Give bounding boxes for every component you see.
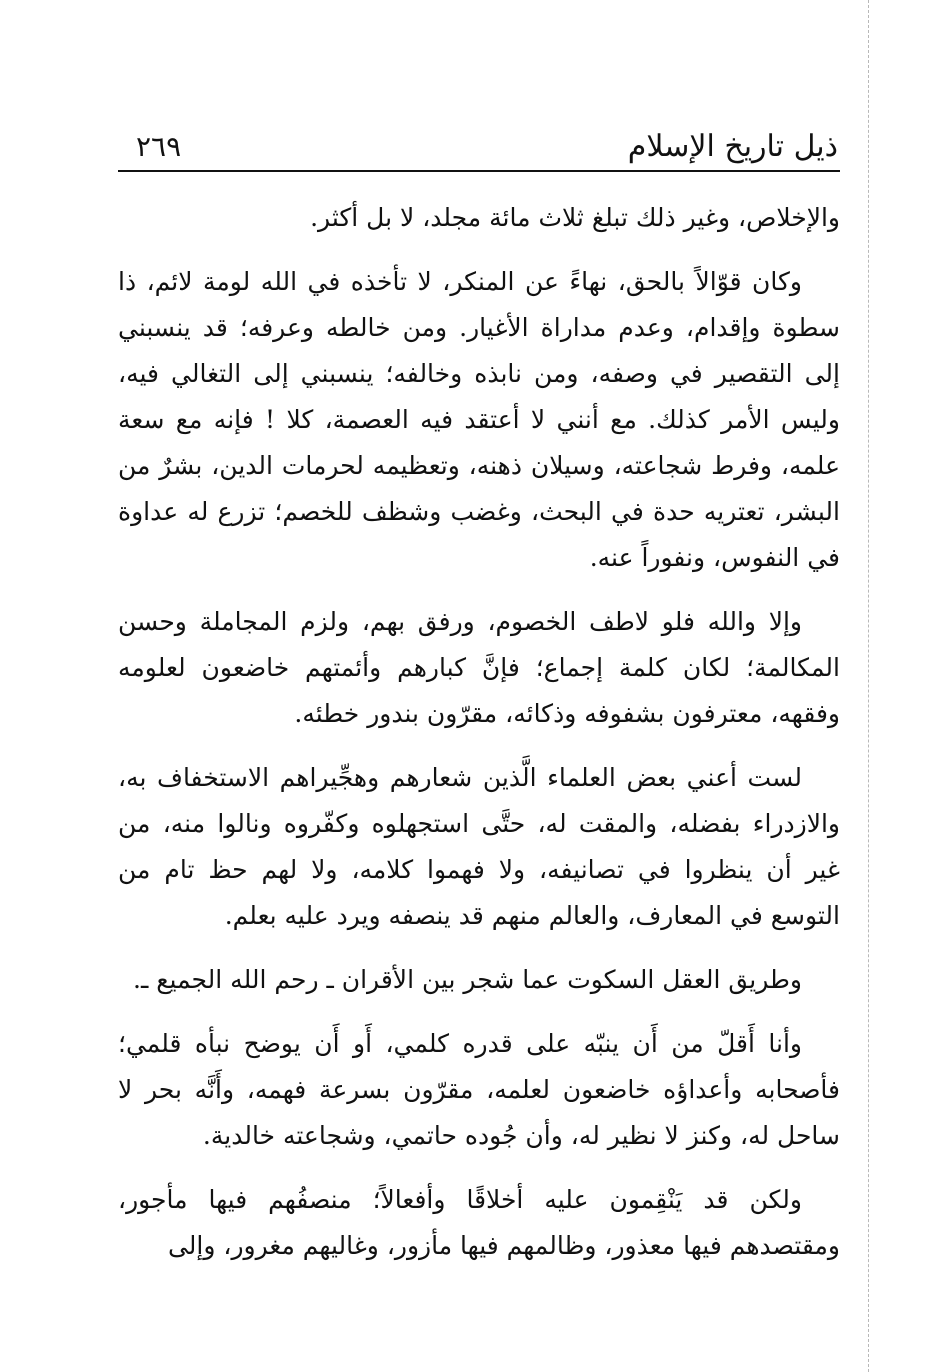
header-divider (118, 170, 840, 172)
paragraph-1: والإخلاص، وغير ذلك تبلغ ثلاث مائة مجلد، لا بل أكثر. (310, 203, 840, 232)
paragraph-3: وإلا والله فلو لاطف الخصوم، ورفق بهم، ولزم المجاملة وحسن المكالمة؛ لكان كلمة إجماع؛ فإنَّ كبارهم وأئمتهم خاضعون لعلومه وفقهه، معترفون بشفوفه وذكائه، مقرّون بندور خطئه. (118, 607, 840, 728)
paragraph-4: لست أعني بعض العلماء الَّذين شعارهم وهجِّيراهم الاستخفاف به، والازدراء بفضله، والمقت له، حتَّى استجهلوه وكفّروه ونالوا منه، من غير أن ينظروا في تصانيفه، ولا فهموا كلامه، ولا لهم حظ تام من التوسع في المعارف، والعالم منهم قد ينصفه ويرد عليه بعلم. (118, 763, 840, 930)
page-body (118, 195, 840, 1269)
paragraph-5: وطريق العقل السكوت عما شجر بين الأقران ـ رحم الله الجميع ـ. (133, 965, 802, 994)
margin-dashed-line (868, 0, 869, 1372)
page-number: ٢٦٩ (136, 130, 182, 163)
page-header (118, 128, 838, 168)
paragraph-7: ولكن قد يَنْقِمون عليه أخلاقًا وأفعالاً؛ منصفُهم فيها مأجور، ومقتصدهم فيها معذور، وظالمهم فيها مأزور، وغاليهم مغرور، وإلى (118, 1185, 840, 1260)
paragraph-2: وكان قوّالاً بالحق، نهاءً عن المنكر، لا تأخذه في الله لومة لائم، ذا سطوة وإقدام، وعدم مداراة الأغيار. ومن خالطه وعرفه؛ قد ينسبني إلى التقصير في وصفه، ومن نابذه وخالفه؛ ينسبني إلى التغالي فيه، وليس الأمر كذلك. مع أنني لا أعتقد فيه العصمة، كلا ! فإنه مع سعة علمه، وفرط شجاعته، وسيلان ذهنه، وتعظيمه لحرمات الدين، بشرٌ من البشر، تعتريه حدة في البحث، وغضب وشظف للخصم؛ تزرع له عداوة في النفوس، ونفوراً عنه. (118, 267, 840, 572)
paragraph-6: وأنا أَقلّ من أَن ينبّه على قدره كلمي، أَو أَن يوضح نبأه قلمي؛ فأصحابه وأعداؤه خاضعون لعلمه، مقرّون بسرعة فهمه، وأَنَّه بحر لا ساحل له، وكنز لا نظير له، وأن جُوده حاتمي، وشجاعته خالدية. (118, 1029, 840, 1150)
book-title: ذيل تاريخ الإسلام (627, 129, 838, 164)
